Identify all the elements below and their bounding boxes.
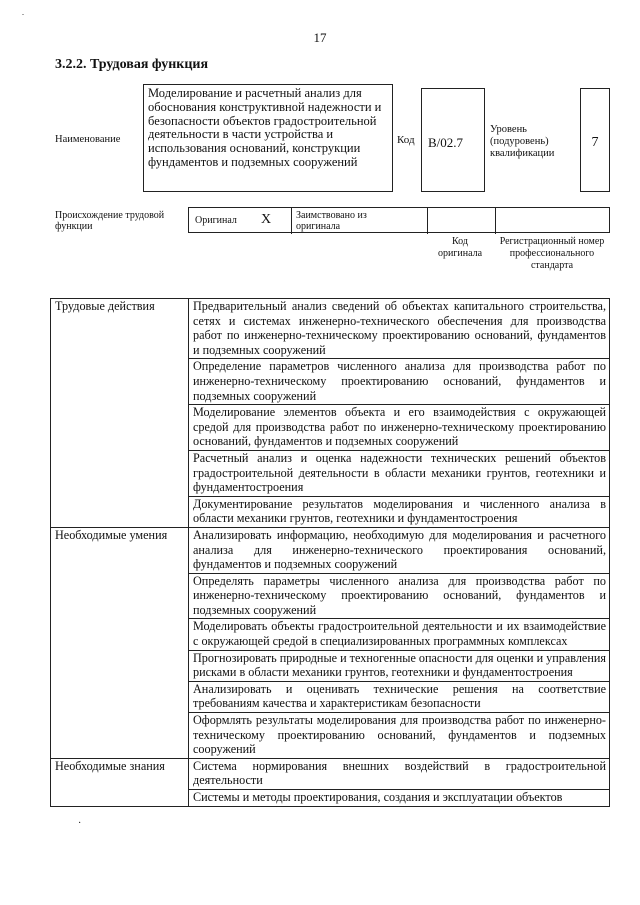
borrowed-cell xyxy=(291,208,429,234)
code-label: Код xyxy=(397,134,415,146)
requirement-item: Анализировать информацию, необходимую для моделирования и расчетного анализа для инженерно-технического проектирования оснований, фундаментов и подземных сооружений xyxy=(189,527,610,573)
level-label: Уровень (подуровень) квалификации xyxy=(490,124,555,159)
requirement-item: Предварительный анализ сведений об объектах капитального строительства, сетях и системах инженерно-технического обеспечения для производства работ по инженерно-техническому проектированию оснований, фундаментов и подземных сооружений xyxy=(189,299,610,359)
section-name: Необходимые знания xyxy=(51,758,189,806)
requirement-item: Система нормирования внешних воздействий в градостроительной деятельности xyxy=(189,758,610,789)
requirement-item: Моделировать объекты градостроительной деятельности и их взаимодействие с окружающей средой в специализированных программных комплексах xyxy=(189,619,610,650)
section-name: Необходимые умения xyxy=(51,527,189,758)
requirement-item: Оформлять результаты моделирования для производства работ по инженерно-техническому проектированию оснований, фундаментов и подземных сооружений xyxy=(189,713,610,759)
requirement-item: Анализировать и оценивать технические решения на соответствие требованиям качества и характеристикам безопасности xyxy=(189,681,610,712)
speck-mark: · xyxy=(78,818,82,829)
speck-mark: . xyxy=(22,8,24,17)
requirement-item: Определять параметры численного анализа для производства работ по инженерно-техническому проектированию оснований, фундаментов и подземных сооружений xyxy=(189,573,610,619)
original-code-cell xyxy=(427,208,495,234)
section-name: Трудовые действия xyxy=(51,299,189,528)
requirement-item: Расчетный анализ и оценка надежности технических решений объектов градостроительной деятельности в области механики грунтов, геотехники и фундаментостроения xyxy=(189,450,610,496)
requirement-item: Системы и методы проектирования, создания и эксплуатации объектов xyxy=(189,790,610,807)
original-mark: X xyxy=(261,212,272,227)
original-label: Оригинал xyxy=(195,215,237,226)
requirements-table xyxy=(50,298,610,807)
requirement-item: Определение параметров численного анализа для производства работ по инженерно-техническому проектированию оснований, фундаментов и подземных сооружений xyxy=(189,359,610,405)
borrowed-label: Заимствовано из оригинала xyxy=(296,210,367,232)
name-label: Наименование xyxy=(55,134,121,145)
reg-caption: Регистрационный номер профессионального стандарта xyxy=(499,236,605,271)
function-name-box: Моделирование и расчетный анализ для обоснования конструктивной надежности и безопасности объектов градостроительной деятельности в части устройства и использования оснований, конструкции фундаментов и подземных сооружений xyxy=(143,84,393,192)
code-caption: Код оригинала xyxy=(437,236,483,259)
origin-label: Происхождение трудовой функции xyxy=(55,210,165,232)
level-value: 7 xyxy=(580,88,610,192)
requirement-item: Прогнозировать природные и техногенные опасности для оценки и управления рисками в области механики грунтов, геотехники и фундаментостроения xyxy=(189,650,610,681)
page-number: 17 xyxy=(313,30,327,45)
section-title: 3.2.2. Трудовая функция xyxy=(55,57,209,72)
table-row xyxy=(51,299,610,359)
requirement-item: Моделирование элементов объекта и его взаимодействия с окружающей средой для производства работ по инженерно-техническому проектированию оснований, фундаментов и подземных сооружений xyxy=(189,405,610,451)
table-row xyxy=(51,758,610,789)
requirement-item: Документирование результатов моделирования и численного анализа в области механики грунтов, геотехники и фундаментостроения xyxy=(189,496,610,527)
original-cell xyxy=(189,208,277,234)
reg-number-cell xyxy=(495,208,611,234)
origin-row xyxy=(188,207,610,233)
code-value: B/02.7 xyxy=(421,88,485,192)
table-row xyxy=(51,527,610,573)
